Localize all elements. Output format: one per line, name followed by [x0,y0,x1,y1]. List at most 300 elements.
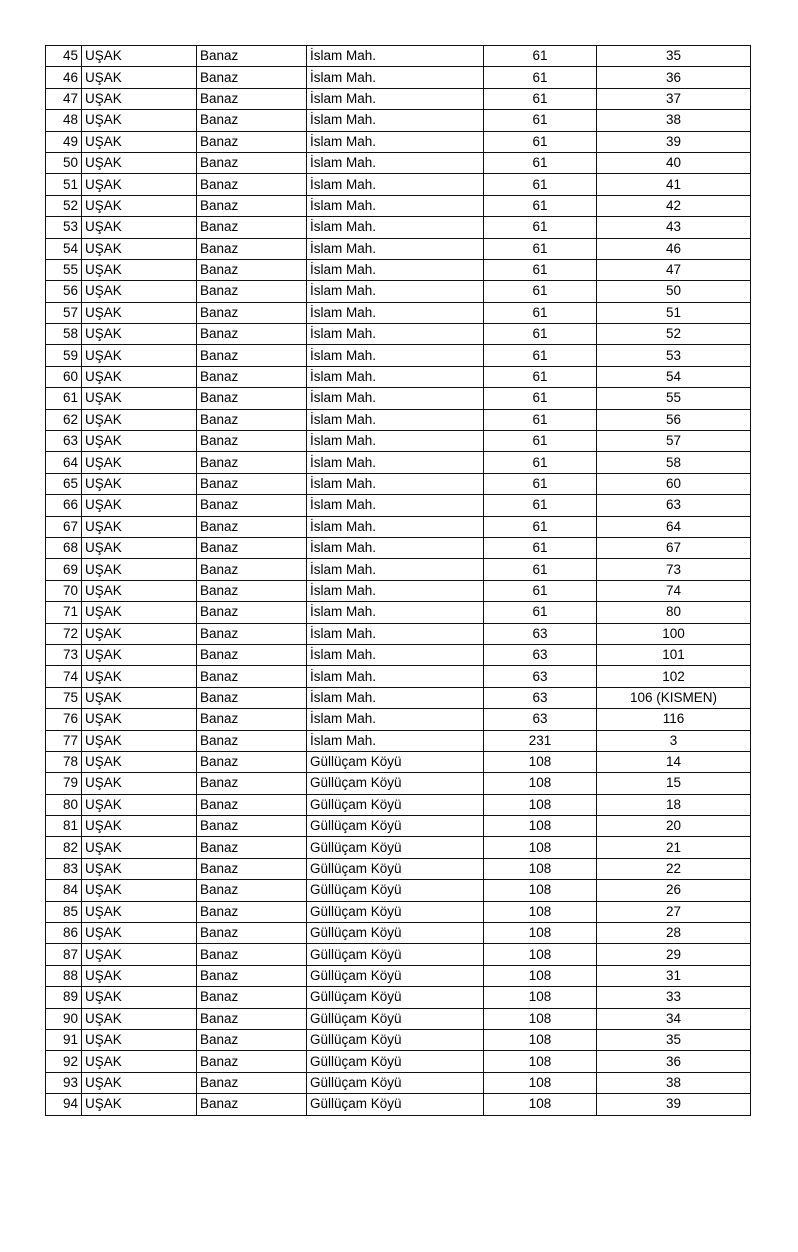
neighborhood-cell: İslam Mah. [307,67,484,88]
province-cell: UŞAK [82,709,197,730]
province-cell: UŞAK [82,366,197,387]
block-number-cell: 61 [484,495,597,516]
block-number-cell: 108 [484,1094,597,1115]
district-cell: Banaz [197,1051,307,1072]
table-row [46,110,751,131]
block-number-cell: 61 [484,324,597,345]
parcel-number-cell: 21 [597,837,751,858]
neighborhood-cell: İslam Mah. [307,431,484,452]
neighborhood-cell: İslam Mah. [307,217,484,238]
table-row [46,559,751,580]
row-number-cell: 65 [46,473,82,494]
district-cell: Banaz [197,388,307,409]
district-cell: Banaz [197,709,307,730]
block-number-cell: 108 [484,1008,597,1029]
block-number-cell: 61 [484,473,597,494]
province-cell: UŞAK [82,324,197,345]
parcel-number-cell: 15 [597,773,751,794]
block-number-cell: 61 [484,281,597,302]
row-number-cell: 69 [46,559,82,580]
table-row [46,345,751,366]
parcel-number-cell: 47 [597,259,751,280]
province-cell: UŞAK [82,602,197,623]
block-number-cell: 231 [484,730,597,751]
parcel-number-cell: 39 [597,1094,751,1115]
province-cell: UŞAK [82,816,197,837]
block-number-cell: 61 [484,238,597,259]
district-cell: Banaz [197,751,307,772]
table-row [46,366,751,387]
province-cell: UŞAK [82,217,197,238]
block-number-cell: 61 [484,217,597,238]
province-cell: UŞAK [82,388,197,409]
province-cell: UŞAK [82,195,197,216]
district-cell: Banaz [197,259,307,280]
parcel-number-cell: 53 [597,345,751,366]
table-row [46,302,751,323]
table-row [46,644,751,665]
province-cell: UŞAK [82,259,197,280]
row-number-cell: 66 [46,495,82,516]
neighborhood-cell: İslam Mah. [307,302,484,323]
district-cell: Banaz [197,602,307,623]
table-row [46,473,751,494]
table-row [46,816,751,837]
block-number-cell: 61 [484,366,597,387]
block-number-cell: 108 [484,794,597,815]
row-number-cell: 73 [46,644,82,665]
row-number-cell: 89 [46,987,82,1008]
province-cell: UŞAK [82,516,197,537]
province-cell: UŞAK [82,666,197,687]
province-cell: UŞAK [82,281,197,302]
province-cell: UŞAK [82,880,197,901]
table-row [46,730,751,751]
table-row [46,88,751,109]
block-number-cell: 108 [484,965,597,986]
row-number-cell: 59 [46,345,82,366]
parcel-number-cell: 50 [597,281,751,302]
neighborhood-cell: İslam Mah. [307,131,484,152]
district-cell: Banaz [197,281,307,302]
district-cell: Banaz [197,880,307,901]
province-cell: UŞAK [82,687,197,708]
table-row [46,1051,751,1072]
neighborhood-cell: Güllüçam Köyü [307,965,484,986]
parcel-number-cell: 43 [597,217,751,238]
block-number-cell: 61 [484,88,597,109]
province-cell: UŞAK [82,537,197,558]
row-number-cell: 64 [46,452,82,473]
table-row [46,794,751,815]
parcel-number-cell: 58 [597,452,751,473]
row-number-cell: 67 [46,516,82,537]
district-cell: Banaz [197,152,307,173]
neighborhood-cell: İslam Mah. [307,345,484,366]
province-cell: UŞAK [82,730,197,751]
province-cell: UŞAK [82,1008,197,1029]
province-cell: UŞAK [82,174,197,195]
district-cell: Banaz [197,773,307,794]
province-cell: UŞAK [82,1029,197,1050]
parcel-number-cell: 20 [597,816,751,837]
block-number-cell: 61 [484,46,597,67]
table-row [46,388,751,409]
row-number-cell: 85 [46,901,82,922]
table-row [46,324,751,345]
neighborhood-cell: Güllüçam Köyü [307,1029,484,1050]
province-cell: UŞAK [82,345,197,366]
block-number-cell: 61 [484,259,597,280]
row-number-cell: 79 [46,773,82,794]
district-cell: Banaz [197,238,307,259]
parcel-number-cell: 18 [597,794,751,815]
table-row [46,965,751,986]
table-row [46,751,751,772]
district-cell: Banaz [197,217,307,238]
parcel-number-cell: 38 [597,110,751,131]
block-number-cell: 63 [484,709,597,730]
neighborhood-cell: İslam Mah. [307,666,484,687]
district-cell: Banaz [197,687,307,708]
province-cell: UŞAK [82,944,197,965]
parcel-number-cell: 42 [597,195,751,216]
row-number-cell: 62 [46,409,82,430]
row-number-cell: 47 [46,88,82,109]
neighborhood-cell: İslam Mah. [307,644,484,665]
block-number-cell: 108 [484,923,597,944]
block-number-cell: 108 [484,944,597,965]
table-row [46,516,751,537]
block-number-cell: 61 [484,67,597,88]
block-number-cell: 108 [484,901,597,922]
parcel-number-cell: 36 [597,67,751,88]
neighborhood-cell: Güllüçam Köyü [307,944,484,965]
table-row [46,987,751,1008]
table-row [46,238,751,259]
district-cell: Banaz [197,837,307,858]
parcel-number-cell: 102 [597,666,751,687]
district-cell: Banaz [197,816,307,837]
neighborhood-cell: Güllüçam Köyü [307,858,484,879]
parcel-number-cell: 14 [597,751,751,772]
row-number-cell: 70 [46,580,82,601]
neighborhood-cell: İslam Mah. [307,259,484,280]
province-cell: UŞAK [82,923,197,944]
block-number-cell: 108 [484,837,597,858]
neighborhood-cell: Güllüçam Köyü [307,1072,484,1093]
parcel-number-cell: 3 [597,730,751,751]
province-cell: UŞAK [82,110,197,131]
row-number-cell: 91 [46,1029,82,1050]
row-number-cell: 56 [46,281,82,302]
district-cell: Banaz [197,409,307,430]
neighborhood-cell: İslam Mah. [307,516,484,537]
row-number-cell: 46 [46,67,82,88]
neighborhood-cell: Güllüçam Köyü [307,773,484,794]
parcel-number-cell: 29 [597,944,751,965]
neighborhood-cell: İslam Mah. [307,730,484,751]
district-cell: Banaz [197,324,307,345]
row-number-cell: 84 [46,880,82,901]
district-cell: Banaz [197,666,307,687]
row-number-cell: 52 [46,195,82,216]
row-number-cell: 49 [46,131,82,152]
table-row [46,46,751,67]
neighborhood-cell: İslam Mah. [307,88,484,109]
row-number-cell: 90 [46,1008,82,1029]
province-cell: UŞAK [82,67,197,88]
table-row [46,623,751,644]
neighborhood-cell: Güllüçam Köyü [307,1008,484,1029]
block-number-cell: 61 [484,452,597,473]
row-number-cell: 68 [46,537,82,558]
neighborhood-cell: İslam Mah. [307,324,484,345]
neighborhood-cell: İslam Mah. [307,687,484,708]
district-cell: Banaz [197,195,307,216]
parcel-number-cell: 33 [597,987,751,1008]
parcel-number-cell: 100 [597,623,751,644]
parcel-number-cell: 22 [597,858,751,879]
block-number-cell: 61 [484,174,597,195]
table-row [46,602,751,623]
parcel-number-cell: 37 [597,88,751,109]
block-number-cell: 63 [484,687,597,708]
row-number-cell: 48 [46,110,82,131]
row-number-cell: 60 [46,366,82,387]
district-cell: Banaz [197,46,307,67]
block-number-cell: 108 [484,1072,597,1093]
province-cell: UŞAK [82,46,197,67]
parcel-number-cell: 35 [597,46,751,67]
block-number-cell: 61 [484,152,597,173]
parcel-number-cell: 74 [597,580,751,601]
parcel-number-cell: 41 [597,174,751,195]
row-number-cell: 45 [46,46,82,67]
row-number-cell: 74 [46,666,82,687]
neighborhood-cell: Güllüçam Köyü [307,880,484,901]
row-number-cell: 78 [46,751,82,772]
neighborhood-cell: İslam Mah. [307,537,484,558]
block-number-cell: 61 [484,516,597,537]
parcel-number-cell: 55 [597,388,751,409]
district-cell: Banaz [197,1029,307,1050]
table-row [46,880,751,901]
table-row [46,580,751,601]
neighborhood-cell: Güllüçam Köyü [307,751,484,772]
district-cell: Banaz [197,302,307,323]
neighborhood-cell: İslam Mah. [307,473,484,494]
neighborhood-cell: Güllüçam Köyü [307,1094,484,1115]
row-number-cell: 72 [46,623,82,644]
table-row [46,452,751,473]
province-cell: UŞAK [82,580,197,601]
block-number-cell: 61 [484,431,597,452]
row-number-cell: 93 [46,1072,82,1093]
parcel-number-cell: 57 [597,431,751,452]
parcel-number-cell: 36 [597,1051,751,1072]
block-number-cell: 108 [484,1051,597,1072]
table-row [46,687,751,708]
district-cell: Banaz [197,495,307,516]
table-row [46,195,751,216]
block-number-cell: 61 [484,110,597,131]
neighborhood-cell: İslam Mah. [307,388,484,409]
district-cell: Banaz [197,431,307,452]
district-cell: Banaz [197,858,307,879]
table-row [46,259,751,280]
block-number-cell: 61 [484,345,597,366]
neighborhood-cell: Güllüçam Köyü [307,794,484,815]
row-number-cell: 83 [46,858,82,879]
table-row [46,174,751,195]
table-row [46,67,751,88]
district-cell: Banaz [197,987,307,1008]
district-cell: Banaz [197,644,307,665]
block-number-cell: 108 [484,1029,597,1050]
neighborhood-cell: İslam Mah. [307,152,484,173]
district-cell: Banaz [197,1008,307,1029]
neighborhood-cell: Güllüçam Köyü [307,837,484,858]
parcel-number-cell: 52 [597,324,751,345]
block-number-cell: 63 [484,623,597,644]
district-cell: Banaz [197,1094,307,1115]
table-row [46,409,751,430]
district-cell: Banaz [197,516,307,537]
row-number-cell: 76 [46,709,82,730]
district-cell: Banaz [197,794,307,815]
parcel-number-cell: 106 (KISMEN) [597,687,751,708]
parcel-number-cell: 27 [597,901,751,922]
neighborhood-cell: Güllüçam Köyü [307,816,484,837]
district-cell: Banaz [197,965,307,986]
district-cell: Banaz [197,923,307,944]
table-row [46,1072,751,1093]
province-cell: UŞAK [82,495,197,516]
table-row [46,431,751,452]
table-row [46,666,751,687]
row-number-cell: 75 [46,687,82,708]
table-row [46,837,751,858]
table-row [46,495,751,516]
province-cell: UŞAK [82,559,197,580]
row-number-cell: 88 [46,965,82,986]
block-number-cell: 61 [484,131,597,152]
neighborhood-cell: İslam Mah. [307,195,484,216]
neighborhood-cell: İslam Mah. [307,174,484,195]
district-cell: Banaz [197,174,307,195]
table-row [46,537,751,558]
neighborhood-cell: Güllüçam Köyü [307,923,484,944]
table-row [46,858,751,879]
parcel-number-cell: 80 [597,602,751,623]
district-cell: Banaz [197,473,307,494]
block-number-cell: 108 [484,751,597,772]
province-cell: UŞAK [82,1051,197,1072]
neighborhood-cell: İslam Mah. [307,709,484,730]
parcel-number-cell: 60 [597,473,751,494]
row-number-cell: 55 [46,259,82,280]
province-cell: UŞAK [82,131,197,152]
table-body [46,46,751,1116]
row-number-cell: 94 [46,1094,82,1115]
block-number-cell: 63 [484,644,597,665]
neighborhood-cell: İslam Mah. [307,238,484,259]
row-number-cell: 71 [46,602,82,623]
province-cell: UŞAK [82,452,197,473]
parcel-number-cell: 35 [597,1029,751,1050]
province-cell: UŞAK [82,901,197,922]
block-number-cell: 108 [484,880,597,901]
neighborhood-cell: İslam Mah. [307,409,484,430]
district-cell: Banaz [197,110,307,131]
row-number-cell: 87 [46,944,82,965]
parcel-number-cell: 34 [597,1008,751,1029]
district-cell: Banaz [197,366,307,387]
province-cell: UŞAK [82,1094,197,1115]
district-cell: Banaz [197,901,307,922]
neighborhood-cell: Güllüçam Köyü [307,901,484,922]
neighborhood-cell: Güllüçam Köyü [307,987,484,1008]
row-number-cell: 92 [46,1051,82,1072]
table-row [46,1094,751,1115]
table-row [46,773,751,794]
parcel-table [45,45,751,1116]
province-cell: UŞAK [82,751,197,772]
neighborhood-cell: İslam Mah. [307,46,484,67]
province-cell: UŞAK [82,794,197,815]
province-cell: UŞAK [82,965,197,986]
province-cell: UŞAK [82,473,197,494]
row-number-cell: 53 [46,217,82,238]
block-number-cell: 61 [484,537,597,558]
row-number-cell: 82 [46,837,82,858]
block-number-cell: 108 [484,858,597,879]
province-cell: UŞAK [82,773,197,794]
row-number-cell: 57 [46,302,82,323]
block-number-cell: 108 [484,816,597,837]
province-cell: UŞAK [82,431,197,452]
table-row [46,901,751,922]
parcel-number-cell: 64 [597,516,751,537]
table-row [46,152,751,173]
district-cell: Banaz [197,623,307,644]
block-number-cell: 61 [484,602,597,623]
row-number-cell: 81 [46,816,82,837]
district-cell: Banaz [197,88,307,109]
parcel-number-cell: 116 [597,709,751,730]
parcel-number-cell: 73 [597,559,751,580]
row-number-cell: 86 [46,923,82,944]
parcel-number-cell: 38 [597,1072,751,1093]
province-cell: UŞAK [82,238,197,259]
table-row [46,923,751,944]
neighborhood-cell: İslam Mah. [307,366,484,387]
province-cell: UŞAK [82,1072,197,1093]
province-cell: UŞAK [82,644,197,665]
parcel-number-cell: 67 [597,537,751,558]
parcel-number-cell: 56 [597,409,751,430]
parcel-number-cell: 39 [597,131,751,152]
table-row [46,1029,751,1050]
block-number-cell: 63 [484,666,597,687]
table-row [46,1008,751,1029]
province-cell: UŞAK [82,987,197,1008]
neighborhood-cell: İslam Mah. [307,580,484,601]
province-cell: UŞAK [82,837,197,858]
block-number-cell: 61 [484,580,597,601]
parcel-number-cell: 46 [597,238,751,259]
